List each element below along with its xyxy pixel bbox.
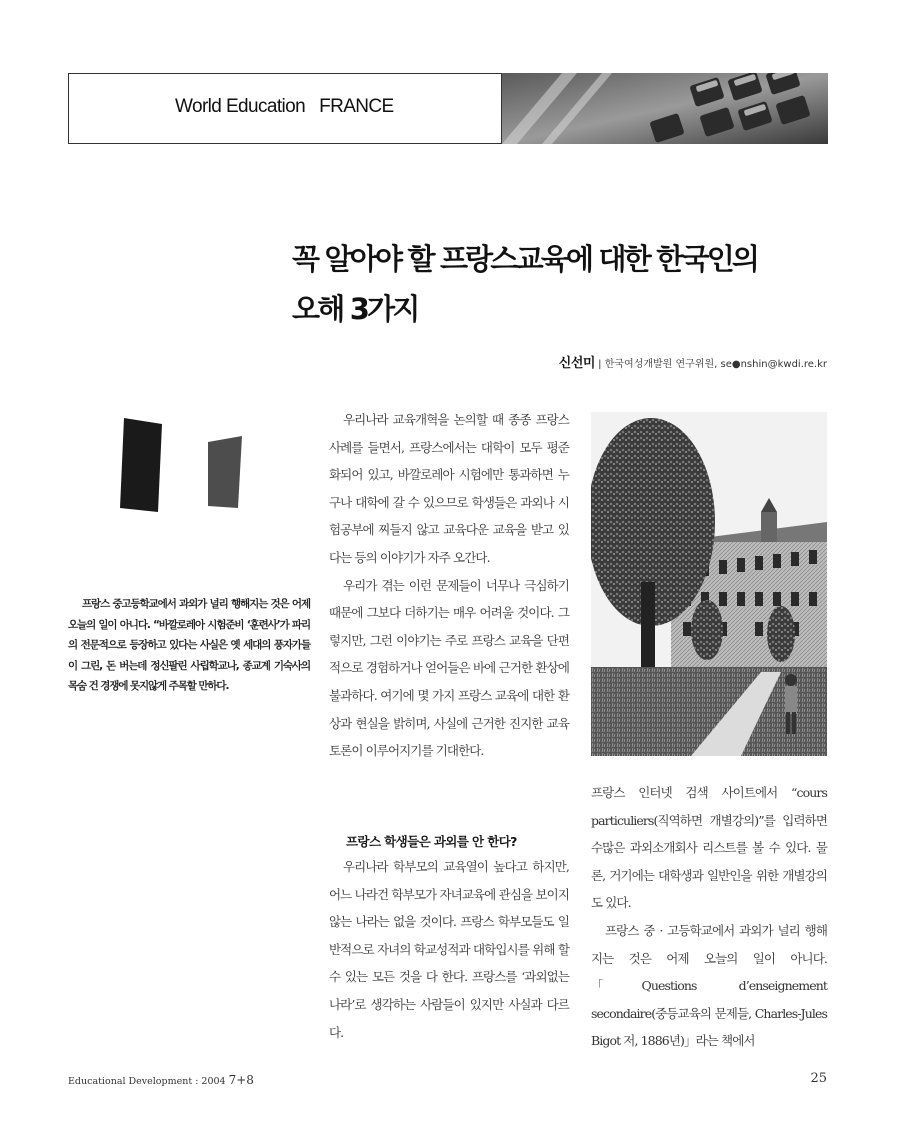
body-paragraph: 프랑스 인터넷 검색 사이트에서 “cours particuliers(직역하면 개별강의)”를 입력하면 수많은 과외소개회사 리스트를 볼 수 있다. 물론, 거기에는 대학생과 일반인을 위한 개별강의도 있다. xyxy=(591,785,827,911)
body-column-middle xyxy=(329,406,569,765)
footer-journal xyxy=(68,1073,254,1087)
body-paragraph: 프랑스 중 · 고등학교에서 과외가 널리 행해지는 것은 어제 오늘의 일이 아니다. 「Questions d’enseignement secondaire(중등교육의 문제들, Charles-Jules Bigot 저, 1886년)」라는 책에서 xyxy=(591,922,827,1049)
section-subheading: 프랑스 학생들은 과외를 안 한다? xyxy=(346,834,517,849)
quote-mark-icon xyxy=(118,414,248,514)
page-number: 25 xyxy=(810,1071,827,1086)
header-keyboard-photo xyxy=(502,73,828,144)
footer-journal-name: Educational Development : 2004 xyxy=(68,1076,229,1087)
body-paragraph: 우리가 겪는 이런 문제들이 너무나 극심하기 때문에 그보다 더하기는 매우 어려울 것이다. 그렇지만, 그런 이야기는 주로 프랑스 교육을 단편적으로 경험하거나 얻어들은 바에 근거한 환상에 불과하다. 여기에 몇 가지 프랑스 교육에 대한 환상과 현실을 밝히며, 사실에 근거한 진지한 교육토론이 이루어지기를 기대한다. xyxy=(329,577,569,759)
body-paragraph: 우리나라 학부모의 교육열이 높다고 하지만, 어느 나라건 학부모가 자녀교육에 관심을 보이지 않는 나라는 없을 것이다. 프랑스 학부모들도 일반적으로 자녀의 학교성적과 대학입시를 위해 할 수 있는 모든 것을 다 한다. 프랑스를 ‘과외없는 나라’로 생각하는 사람들이 있지만 사실과 다르다. xyxy=(329,859,569,1040)
school-building-illustration xyxy=(591,412,827,756)
body-column-right xyxy=(591,779,827,1055)
body-column-middle-continued xyxy=(329,853,569,1046)
article-title-line-2: 오해 3가지 xyxy=(292,292,418,326)
pull-quote: 프랑스 중고등학교에서 과외가 널리 행해지는 것은 어제 오늘의 일이 아니다. “바깔로레아 시험준비 ‘훈련사’가 파리의 전문적으로 등장하고 있다는 사실은 옛 세대의 풍자가들이 그린, 돈 버는데 정신팔린 사립학교나, 종교계 기숙사의 목숨 건 경쟁에 못지않게 주목할 만하다. xyxy=(68,598,310,692)
body-paragraph: 우리나라 교육개혁을 논의할 때 종종 프랑스 사례를 들면서, 프랑스에서는 대학이 모두 평준화되어 있고, 바깔로레아 시험에만 통과하면 누구나 대학에 갈 수 있으므로 학생들은 과외나 시험공부에 찌들지 않고 교육다운 교육을 받고 있다는 등의 이야기가 자주 오간다. xyxy=(329,412,569,565)
author-affiliation: | 한국여성개발원 연구위원, se●nshin@kwdi.re.kr xyxy=(594,359,827,370)
author-name: 신선미 xyxy=(558,356,595,371)
footer-issue: 7+8 xyxy=(228,1073,254,1087)
author-byline xyxy=(505,352,827,371)
article-title xyxy=(292,234,852,334)
section-title: World Education FRANCE xyxy=(175,96,394,117)
article-title-line-1: 꼭 알아야 할 프랑스교육에 대한 한국인의 xyxy=(292,242,758,276)
